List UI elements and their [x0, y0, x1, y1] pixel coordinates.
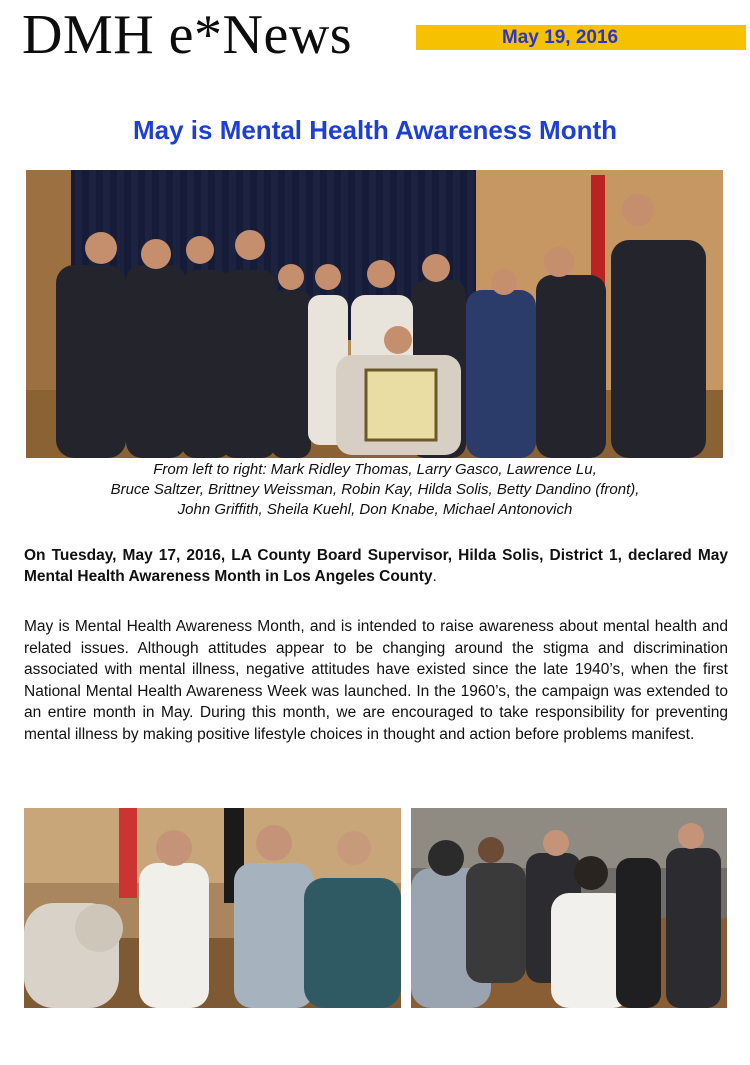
caption-line: Bruce Saltzer, Brittney Weissman, Robin Kay, Hilda Solis, Betty Dandino (front), [110, 481, 640, 498]
article-lede [24, 545, 728, 587]
lede-period: . [432, 568, 437, 585]
event-photo-right [411, 808, 727, 1008]
photo-caption [30, 460, 720, 520]
date-banner [416, 25, 746, 50]
issue-date: May 19, 2016 [501, 26, 619, 48]
article-headline: May is Mental Health Awareness Month [132, 115, 617, 145]
event-photo-left [24, 808, 401, 1008]
caption-line: John Griffith, Sheila Kuehl, Don Knabe, Michael Antonovich [177, 501, 573, 518]
lede-bold-text: On Tuesday, May 17, 2016, LA County Board Supervisor, Hilda Solis, District 1, declared May Mental Health Awareness Month in Los Angeles County [24, 547, 728, 585]
group-photo [26, 170, 723, 458]
article-body: May is Mental Health Awareness Month, and is intended to raise awareness about mental health and related issues. Although attitudes appear to be changing around the stigma and discrimination associated with mental illness, negative attitudes have existed since the late 1940’s, when the first National Mental Health Awareness Week was launched. In the 1960’s, the campaign was extended to an entire month in May. During this month, we are encouraged to take responsibility for preventing mental illness by making positive lifestyle choices in thought and action before problems manifest. [24, 618, 728, 743]
caption-line: From left to right: Mark Ridley Thomas, Larry Gasco, Lawrence Lu, [153, 461, 597, 478]
masthead-title: DMH e*News [22, 4, 353, 66]
